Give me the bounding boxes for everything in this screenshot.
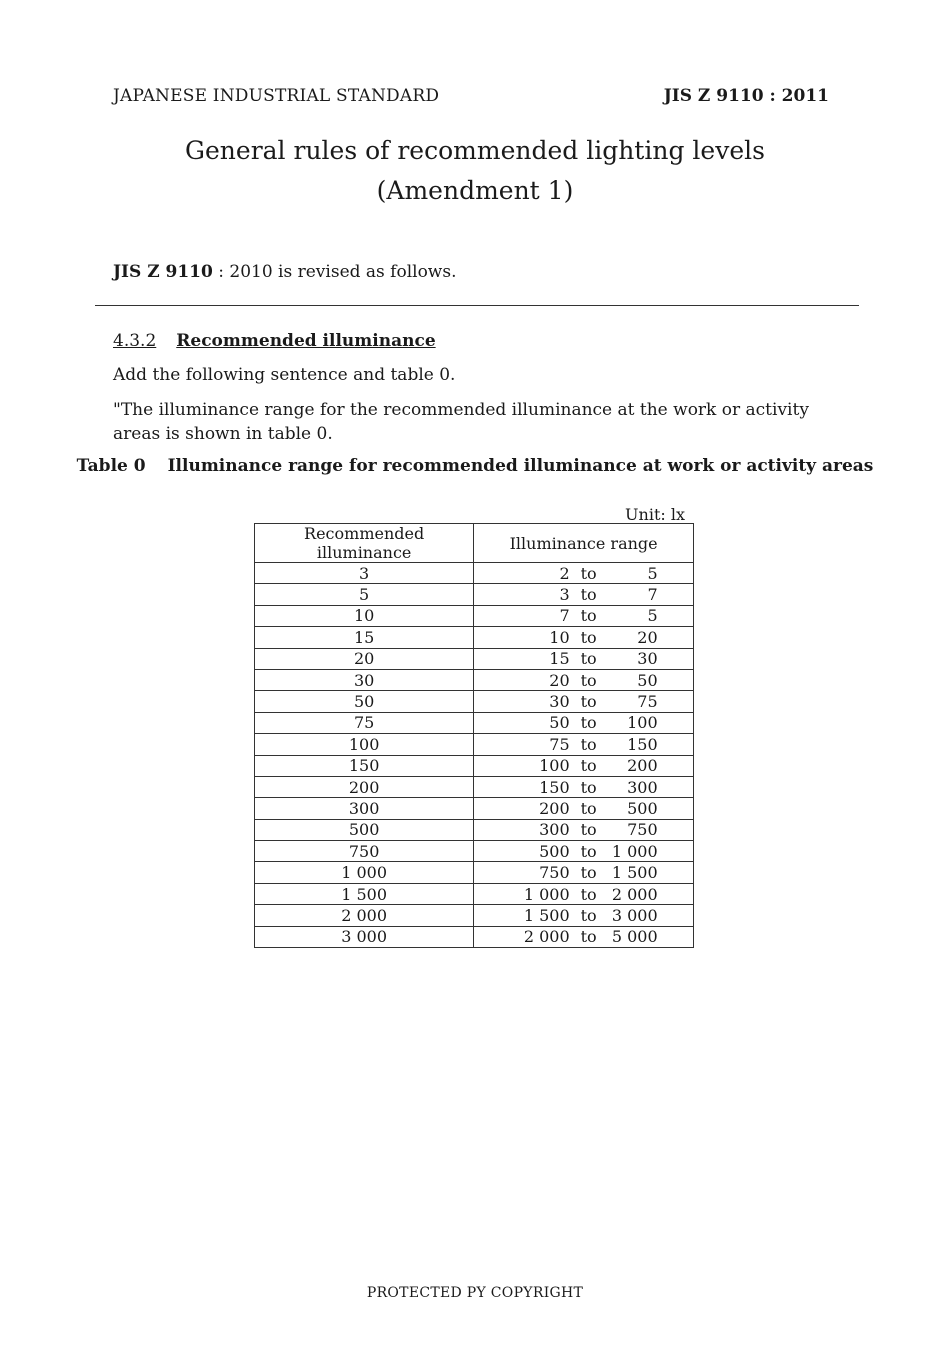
- range-values: [474, 606, 693, 625]
- range-upper-value: 750: [627, 820, 658, 840]
- range-lower-value: 50: [549, 713, 570, 733]
- range-separator: to: [580, 863, 597, 883]
- range-separator: to: [580, 585, 597, 605]
- range-values: [474, 649, 693, 668]
- table-row: [255, 819, 694, 840]
- range-lower-value: 30: [549, 692, 570, 712]
- document-subtitle: (Amendment 1): [376, 176, 574, 205]
- illuminance-range-cell: [474, 734, 694, 755]
- header-standard-name: JAPANESE INDUSTRIAL STANDARD: [113, 86, 440, 106]
- revision-statement: [113, 262, 457, 282]
- range-upper-value: 300: [627, 777, 658, 797]
- revision-text: : 2010 is revised as follows.: [212, 262, 457, 282]
- range-values: [474, 842, 693, 861]
- range-upper-value: 50: [637, 670, 658, 690]
- recommended-illuminance-cell: 75: [255, 712, 474, 733]
- header-illuminance-range: Illuminance range: [474, 524, 694, 563]
- range-upper-value: 30: [637, 649, 658, 669]
- illuminance-range-cell: [474, 648, 694, 669]
- table-label: Table 0: [76, 456, 146, 476]
- recommended-illuminance-cell: 10: [255, 605, 474, 626]
- recommended-illuminance-cell: 3: [255, 563, 474, 584]
- recommended-illuminance-cell: 750: [255, 841, 474, 862]
- table-row: [255, 883, 694, 904]
- revision-standard: JIS Z 9110: [113, 262, 213, 282]
- range-lower-value: 20: [549, 670, 570, 690]
- table-row: [255, 605, 694, 626]
- range-separator: to: [580, 798, 597, 818]
- range-separator: to: [580, 820, 597, 840]
- illuminance-range-cell: [474, 841, 694, 862]
- table-row: [255, 584, 694, 605]
- range-values: [474, 778, 693, 797]
- illuminance-range-cell: [474, 563, 694, 584]
- range-values: [474, 585, 693, 604]
- illuminance-range-cell: [474, 669, 694, 690]
- range-separator: to: [580, 692, 597, 712]
- range-upper-value: 200: [627, 756, 658, 776]
- footer-copyright: PROTECTED PY COPYRIGHT: [366, 1285, 584, 1301]
- range-separator: to: [580, 713, 597, 733]
- document-title: General rules of recommended lighting levels: [185, 136, 765, 165]
- section-number: 4.3.2: [113, 331, 157, 351]
- range-lower-value: 2: [559, 563, 570, 583]
- table-row: [255, 648, 694, 669]
- table-row: [255, 691, 694, 712]
- illuminance-range-cell: [474, 862, 694, 883]
- range-values: [474, 692, 693, 711]
- illuminance-range-cell: [474, 627, 694, 648]
- table-row: [255, 798, 694, 819]
- recommended-illuminance-cell: 2 000: [255, 905, 474, 926]
- table-row: [255, 734, 694, 755]
- table-unit: Unit: lx: [625, 505, 685, 524]
- section-title: Recommended illuminance: [176, 331, 436, 351]
- header-recommended-illuminance: Recommended illuminance: [255, 524, 474, 563]
- range-upper-value: 1 000: [611, 841, 658, 861]
- recommended-illuminance-cell: 15: [255, 627, 474, 648]
- instruction-text: Add the following sentence and table 0.: [113, 365, 456, 385]
- range-values: [474, 799, 693, 818]
- range-lower-value: 3: [559, 585, 570, 605]
- recommended-illuminance-cell: 30: [255, 669, 474, 690]
- illuminance-range-cell: [474, 755, 694, 776]
- range-lower-value: 15: [549, 649, 570, 669]
- range-separator: to: [580, 777, 597, 797]
- table-row: [255, 669, 694, 690]
- range-upper-value: 150: [627, 734, 658, 754]
- range-separator: to: [580, 670, 597, 690]
- range-lower-value: 500: [539, 841, 570, 861]
- illuminance-range-cell: [474, 798, 694, 819]
- range-values: [474, 863, 693, 882]
- range-separator: to: [580, 649, 597, 669]
- range-lower-value: 1 000: [523, 884, 570, 904]
- recommended-illuminance-cell: 1 000: [255, 862, 474, 883]
- horizontal-divider: [95, 305, 859, 306]
- range-lower-value: 1 500: [523, 905, 570, 925]
- table-row: [255, 841, 694, 862]
- range-values: [474, 735, 693, 754]
- range-upper-value: 5 000: [611, 927, 658, 947]
- recommended-illuminance-cell: 300: [255, 798, 474, 819]
- illuminance-range-cell: [474, 883, 694, 904]
- range-upper-value: 75: [637, 692, 658, 712]
- range-separator: to: [580, 563, 597, 583]
- recommended-illuminance-cell: 200: [255, 776, 474, 797]
- section-heading: [113, 331, 436, 351]
- range-lower-value: 100: [539, 756, 570, 776]
- illuminance-range-cell: [474, 819, 694, 840]
- range-upper-value: 500: [627, 798, 658, 818]
- range-lower-value: 7: [559, 606, 570, 626]
- range-values: [474, 927, 693, 946]
- illuminance-table: [254, 523, 694, 948]
- range-lower-value: 10: [549, 627, 570, 647]
- table-row: [255, 563, 694, 584]
- range-values: [474, 713, 693, 732]
- range-upper-value: 100: [627, 713, 658, 733]
- range-lower-value: 750: [539, 863, 570, 883]
- table-caption: [0, 456, 950, 476]
- range-lower-value: 150: [539, 777, 570, 797]
- illuminance-range-cell: [474, 605, 694, 626]
- range-upper-value: 5: [647, 606, 658, 626]
- range-separator: to: [580, 927, 597, 947]
- table-row: [255, 627, 694, 648]
- range-values: [474, 820, 693, 839]
- range-upper-value: 7: [647, 585, 658, 605]
- table-header-row: [255, 524, 694, 563]
- range-separator: to: [580, 627, 597, 647]
- table-row: [255, 905, 694, 926]
- recommended-illuminance-cell: 500: [255, 819, 474, 840]
- range-values: [474, 564, 693, 583]
- range-upper-value: 2 000: [611, 884, 658, 904]
- illuminance-range-cell: [474, 712, 694, 733]
- range-lower-value: 200: [539, 798, 570, 818]
- range-separator: to: [580, 756, 597, 776]
- range-upper-value: 1 500: [611, 863, 658, 883]
- recommended-illuminance-cell: 100: [255, 734, 474, 755]
- range-values: [474, 906, 693, 925]
- range-values: [474, 628, 693, 647]
- body-paragraph: "The illuminance range for the recommended illuminance at the work or activity areas is shown in table 0.: [113, 400, 809, 444]
- table-row: [255, 776, 694, 797]
- range-lower-value: 2 000: [523, 927, 570, 947]
- recommended-illuminance-cell: 5: [255, 584, 474, 605]
- illuminance-range-cell: [474, 691, 694, 712]
- recommended-illuminance-cell: 1 500: [255, 883, 474, 904]
- range-values: [474, 671, 693, 690]
- range-separator: to: [580, 884, 597, 904]
- table-row: [255, 755, 694, 776]
- recommended-illuminance-cell: 150: [255, 755, 474, 776]
- range-separator: to: [580, 606, 597, 626]
- illuminance-range-cell: [474, 776, 694, 797]
- range-upper-value: 5: [647, 563, 658, 583]
- range-lower-value: 75: [549, 734, 570, 754]
- table-row: [255, 862, 694, 883]
- range-upper-value: 20: [637, 627, 658, 647]
- table-row: [255, 926, 694, 947]
- range-upper-value: 3 000: [611, 905, 658, 925]
- range-lower-value: 300: [539, 820, 570, 840]
- range-values: [474, 756, 693, 775]
- illuminance-range-cell: [474, 584, 694, 605]
- range-separator: to: [580, 734, 597, 754]
- recommended-illuminance-cell: 3 000: [255, 926, 474, 947]
- range-values: [474, 885, 693, 904]
- recommended-illuminance-cell: 20: [255, 648, 474, 669]
- illuminance-range-cell: [474, 926, 694, 947]
- header-standard-number: JIS Z 9110 : 2011: [663, 86, 829, 106]
- range-separator: to: [580, 841, 597, 861]
- illuminance-range-cell: [474, 905, 694, 926]
- range-separator: to: [580, 905, 597, 925]
- table-row: [255, 712, 694, 733]
- recommended-illuminance-cell: 50: [255, 691, 474, 712]
- table-caption-text: Illuminance range for recommended illuminance at work or activity areas: [167, 456, 874, 476]
